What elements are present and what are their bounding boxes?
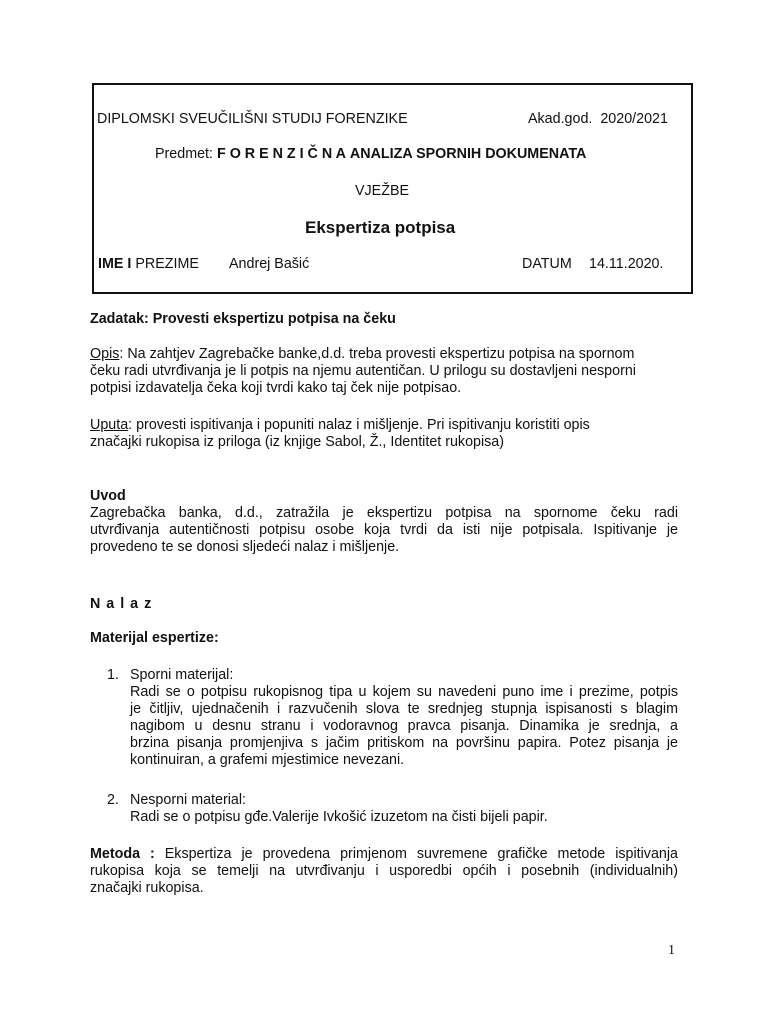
name-label-rest: PREZIME [135,256,199,272]
method-line: rukopisa koja se temelji na utvrđivanju i usporedbi općih i posebnih (individualnih) [90,863,678,879]
task-heading: Zadatak: Provesti ekspertizu potpisa na čeku [90,311,396,327]
description-line: čeku radi utvrđivanja je li potpis na njemu autentičan. U prilogu su dostavljeni nesporni [90,363,636,379]
item-line: nagibom u desnu stranu i vodoravnog pravca pisanja. Dinamika je srednja, a [130,718,678,734]
item-title: Nesporni material: [130,792,247,808]
page-number: 1 [668,943,675,958]
method-line: Ekspertiza je provedena primjenom suvremene grafičke metode ispitivanja [154,846,678,862]
document-title: Ekspertiza potpisa [305,218,456,237]
undisputed-material-item [130,792,678,826]
instruction-paragraph [90,417,678,451]
description-paragraph [90,346,678,397]
instruction-line: : provesti ispitivanja i popuniti nalaz i mišljenje. Pri ispitivanju koristiti opis [128,417,590,433]
item-line: Radi se o potpisu gđe.Valerije Ivkošić izuzetom na čisti bijeli papir. [130,809,548,825]
subject-rest: ANALIZA SPORNIH DOKUMENATA [349,146,587,162]
findings-heading: N a l a z [90,596,153,612]
academic-year [528,111,668,127]
method-label: Metoda : [90,846,155,862]
intro-heading: Uvod [90,488,126,504]
item-line: brzina pisanja promjenjiva s jačim pritiskom na površinu papira. Potez pisanja je [130,735,678,751]
instruction-line: značajki rukopisa iz priloga (iz knjige Sabol, Ž., Identitet rukopisa) [90,434,505,450]
institution-name: DIPLOMSKI SVEUČILIŠNI STUDIJ FORENZIKE [97,111,408,127]
description-label: Opis [90,346,120,362]
description-line: : Na zahtjev Zagrebačke banke,d.d. treba provesti ekspertizu potpisa na spornom [119,346,635,362]
material-heading: Materijal espertize: [90,630,219,646]
subject-spaced: F O R E N Z I Č N A [217,146,346,162]
intro-paragraph [90,505,678,556]
name-label-bold: IME I [98,256,132,272]
item-number: 1. [107,667,119,683]
date-label: DATUM [522,256,572,272]
item-title: Sporni materijal: [130,667,234,683]
name-line [98,256,199,272]
item-line: je čitljiv, ujednačenih i razvučenih slova te srednjeg stupnja ispisanosti s blagim [130,701,678,717]
intro-line: provedeno te se donosi sljedeći nalaz i mišljenje. [90,539,400,555]
method-paragraph [90,846,678,897]
academic-year-value: 2020/2021 [600,111,668,127]
method-line: značajki rukopisa. [90,880,204,896]
intro-line: Zagrebačka banka, d.d., zatražila je ekspertizu potpisa na spornome čeku radi [90,505,678,521]
subject-label: Predmet: [155,146,214,162]
disputed-material-item [130,667,678,769]
item-line: kontinuiran, a grafemi mjestimice nevezani. [130,752,405,768]
intro-line: utvrđivanja autentičnosti potpisu osobe koja tvrdi da isti nije potpisala. Ispitivanje je [90,522,678,538]
instruction-label: Uputa [90,417,129,433]
item-number: 2. [107,792,119,808]
student-name: Andrej Bašić [229,256,310,272]
date-value: 14.11.2020. [589,256,664,272]
academic-year-label: Akad.god. [528,111,593,127]
subject-line [155,146,586,162]
item-line: Radi se o potpisu rukopisnog tipa u kojem su navedeni puno ime i prezime, potpis [130,684,678,700]
exercise-type: VJEŽBE [355,183,410,199]
description-line: potpisi izdavatelja čeka koji tvrdi kako taj ček nije potpisao. [90,380,462,396]
